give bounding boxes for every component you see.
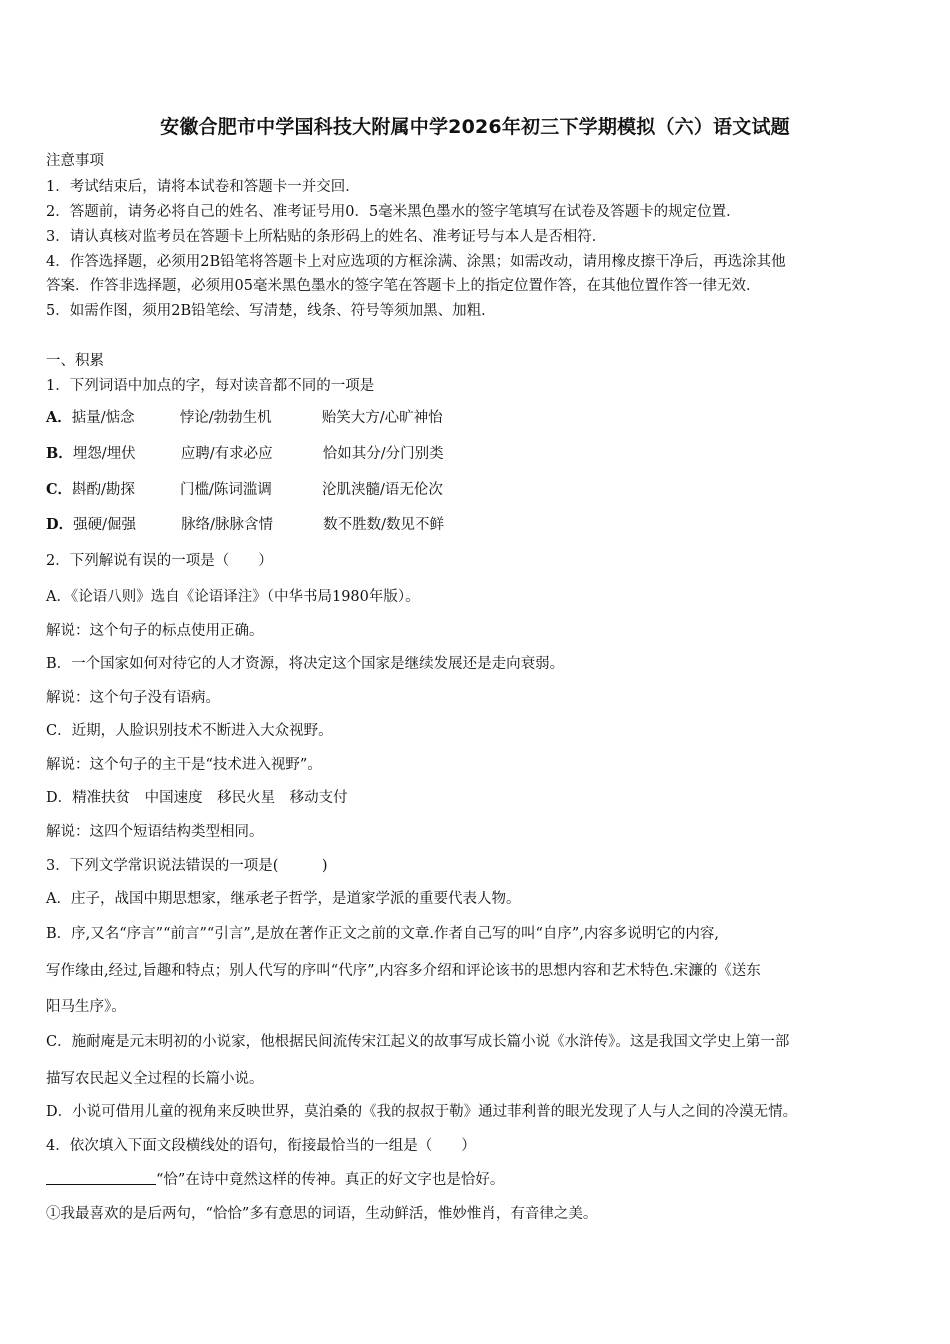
option-word-1: 强硬/倔强	[73, 517, 136, 533]
notice-heading: 注意事项	[46, 153, 104, 169]
q1-option-b	[46, 444, 444, 464]
q2-note-b: 解说：这个句子没有语病。	[46, 690, 220, 706]
option-label: C．	[46, 481, 73, 498]
option-label: D．	[46, 516, 74, 533]
q1-option-c	[46, 480, 443, 500]
option-label: B．	[46, 445, 73, 462]
notice-item-1: 1．考试结束后，请将本试卷和答题卡一并交回．	[46, 179, 360, 195]
q3-stem: 3．下列文学常识说法错误的一项是( )	[46, 858, 328, 874]
q2-option-c: C．近期，人脸识别技术不断进入大众视野。	[46, 723, 333, 739]
q4-line2: ①我最喜欢的是后两句，“恰恰”多有意思的词语，生动鲜活，惟妙惟肖，有音律之美。	[46, 1206, 598, 1222]
q1-stem: 1．下列词语中加点的字，每对读音都不同的一项是	[46, 378, 375, 394]
notice-item-2: 2．答题前，请务必将自己的姓名、准考证号用0．5毫米黑色墨水的签字笔填写在试卷及答题卡的规定位置．	[46, 204, 741, 220]
q4-stem: 4．依次填入下面文段横线处的语句，衔接最恰当的一组是（ ）	[46, 1138, 476, 1154]
q2-note-d: 解说：这四个短语结构类型相同。	[46, 824, 264, 840]
q3-option-a: A．庄子，战国中期思想家，继承老子哲学，是道家学派的重要代表人物。	[46, 891, 521, 907]
notice-item-4-cont: 答案．作答非选择题，必须用05毫米黑色墨水的签字笔在答题卡上的指定位置作答，在其他位置作答一律无效．	[46, 278, 761, 294]
option-word-2: 门槛/陈词滥调	[180, 482, 272, 498]
q3-option-b-line2: 写作缘由,经过,旨趣和特点；别人代写的序叫“代序”,内容多介绍和评论该书的思想内容和艺术特色.宋濂的《送东	[46, 963, 761, 979]
q2-stem: 2．下列解说有误的一项是（ ）	[46, 553, 273, 569]
exam-title: 安徽合肥市中学国科技大附属中学2026年初三下学期模拟（六）语文试题	[160, 116, 790, 138]
option-word-1: 掂量/惦念	[71, 410, 135, 426]
option-word-2: 悖论/勃勃生机	[179, 410, 272, 426]
option-word-3: 数不胜数/数见不鲜	[323, 517, 444, 533]
option-word-3: 沦肌浃髓/语无伦次	[322, 482, 443, 498]
option-word-1: 埋怨/埋伏	[72, 446, 136, 462]
q2-option-b: B．一个国家如何对待它的人才资源，将决定这个国家是继续发展还是走向衰弱。	[46, 656, 565, 672]
option-word-2: 应聘/有求必应	[180, 446, 273, 462]
option-word-2: 脉络/脉脉含情	[181, 517, 273, 533]
q2-note-c: 解说：这个句子的主干是“技术进入视野”。	[46, 757, 322, 773]
option-label: A．	[46, 409, 72, 426]
q3-option-d: D．小说可借用儿童的视角来反映世界，莫泊桑的《我的叔叔于勒》通过菲利普的眼光发现了人与人之间的冷漠无情。	[46, 1104, 798, 1120]
q4-line1	[46, 1170, 504, 1190]
notice-item-3: 3．请认真核对监考员在答题卡上所粘贴的条形码上的姓名、准考证号与本人是否相符．	[46, 229, 607, 245]
option-word-1: 斟酌/勘探	[72, 482, 135, 498]
q2-option-a: A．《论语八则》选自《论语译注》（中华书局1980年版）。	[46, 589, 420, 605]
q1-option-a	[46, 408, 443, 428]
q2-option-d: D．精准扶贫 中国速度 移民火星 移动支付	[46, 790, 348, 806]
q2-note-a: 解说：这个句子的标点使用正确。	[46, 623, 264, 639]
q3-option-c-line1: C．施耐庵是元末明初的小说家，他根据民间流传宋江起义的故事写成长篇小说《水浒传》。这是我国文学史上第一部	[46, 1034, 790, 1050]
section-heading: 一、积累	[46, 353, 104, 369]
option-word-3: 贻笑大方/心旷神怡	[321, 410, 443, 426]
option-word-3: 恰如其分/分门别类	[322, 446, 444, 462]
q3-option-b-line3: 阳马生序》。	[46, 999, 126, 1015]
q3-option-b-line1: B．序,又名“序言”“前言”“引言”,是放在著作正文之前的文章.作者自己写的叫“自序”,内容多说明它的内容,	[46, 926, 720, 942]
fill-blank-line	[46, 1170, 156, 1185]
q1-option-d	[46, 515, 444, 535]
q4-line1-text: “恰”在诗中竟然这样的传神。真正的好文字也是恰好。	[156, 1172, 505, 1188]
q3-option-c-line2: 描写农民起义全过程的长篇小说。	[46, 1071, 264, 1087]
notice-item-5: 5．如需作图，须用2B铅笔绘、写清楚，线条、符号等须加黑、加粗．	[46, 303, 496, 319]
notice-item-4: 4．作答选择题，必须用2B铅笔将答题卡上对应选项的方框涂满、涂黑；如需改动，请用橡皮擦干净后，再选涂其他	[46, 254, 786, 270]
